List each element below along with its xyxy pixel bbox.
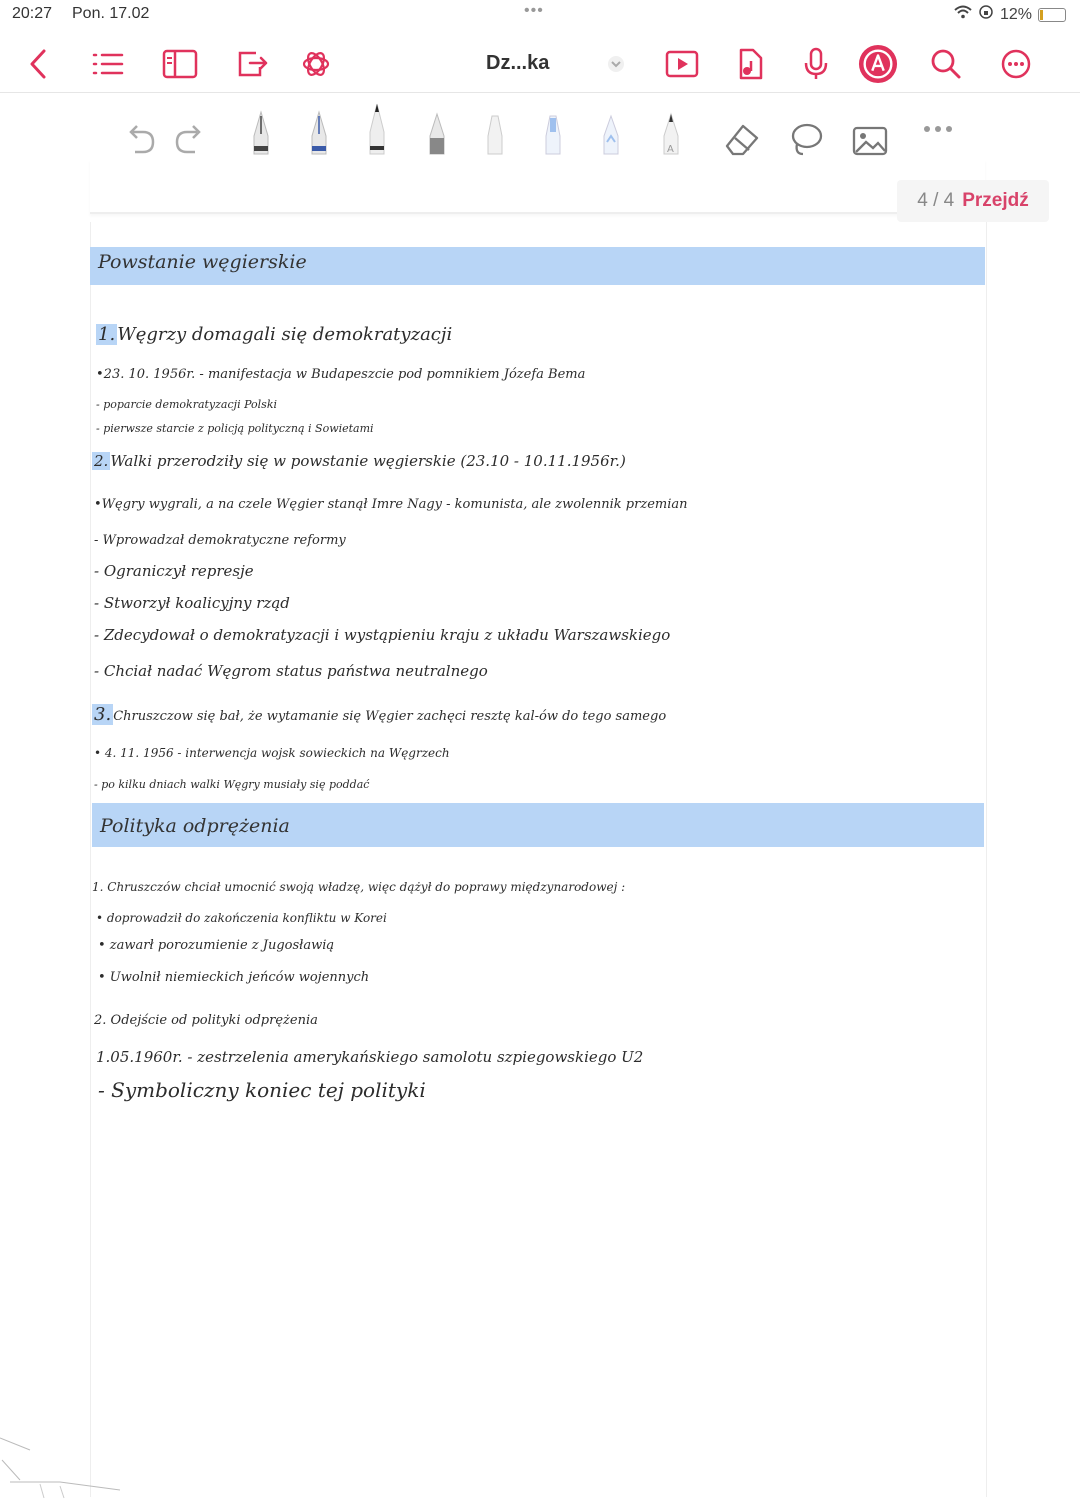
- eraser-icon[interactable]: [722, 100, 762, 158]
- note-text: Chruszczow się bał, że wytamanie się Węgier zachęci resztę kal-ów do tego samego: [113, 709, 667, 724]
- page-indicator[interactable]: [897, 180, 1049, 222]
- note-line: - po kilku dniach walki Węgry musiały się poddać: [94, 778, 370, 791]
- list-number: 3.: [94, 704, 112, 725]
- list-number: 1.: [98, 324, 116, 345]
- note-line: [96, 324, 452, 345]
- note-line: • 4. 11. 1956 - interwencja wojsk sowieckich na Węgrzech: [94, 746, 450, 760]
- status-bar: [0, 0, 1080, 30]
- previous-page-edge: [90, 160, 985, 214]
- redo-icon[interactable]: [170, 100, 210, 158]
- note-text: Walki przerodziły się w powstanie węgierskie (23.10 - 10.11.1956r.): [110, 452, 626, 470]
- pen-toolbar: [0, 100, 1080, 160]
- note-line: • zawarł porozumienie z Jugosławią: [98, 938, 335, 953]
- wifi-icon: [954, 5, 972, 24]
- undo-icon[interactable]: [120, 100, 160, 158]
- top-toolbar: [0, 36, 1080, 93]
- image-icon[interactable]: [850, 100, 890, 158]
- list-number: 2.: [94, 452, 109, 470]
- section-title: Polityka odprężenia: [100, 815, 290, 837]
- battery-icon: [1038, 8, 1066, 22]
- note-line: - Ograniczył represje: [94, 562, 254, 580]
- section-header-detente: [92, 803, 984, 847]
- note-line: - Stworzył koalicyjny rząd: [94, 594, 290, 612]
- status-date: Pon. 17.02: [72, 5, 150, 22]
- note-line: •Węgry wygrali, a na czele Węgier stanął Imre Nagy - komunista, ale zwolennik przemian: [94, 497, 688, 512]
- note-line: • doprowadził do zakończenia konfliktu w Korei: [96, 911, 387, 925]
- note-line: • Uwolnił niemieckich jeńców wojennych: [98, 970, 370, 985]
- section-title: Powstanie węgierskie: [98, 251, 307, 273]
- ballpoint-pen-icon[interactable]: [304, 100, 334, 158]
- sidebar-icon[interactable]: [160, 46, 200, 82]
- document-audio-icon[interactable]: [730, 46, 770, 82]
- document-title[interactable]: Dz...ka: [486, 52, 550, 74]
- microphone-icon[interactable]: [796, 46, 836, 82]
- note-line: - Zdecydował o demokratyzacji i wystąpieniu kraju z układu Warszawskiego: [94, 626, 671, 644]
- page-number: 4 / 4: [917, 190, 955, 211]
- more-dots-icon[interactable]: [918, 100, 958, 158]
- svg-text:A: A: [667, 144, 674, 155]
- marker-icon[interactable]: [596, 100, 626, 158]
- stray-pen-strokes: [0, 1420, 200, 1500]
- note-line: [92, 452, 626, 470]
- more-icon[interactable]: [996, 46, 1036, 82]
- note-line: •23. 10. 1956r. - manifestacja w Budapeszcie pod pomnikiem Józefa Bema: [96, 367, 586, 382]
- highlighter-blue-icon[interactable]: [538, 100, 568, 158]
- note-line: - pierwsze starcie z policją polityczną i Sowietami: [96, 422, 374, 435]
- fountain-pen-icon[interactable]: [246, 100, 276, 158]
- text-tool-icon[interactable]: [656, 100, 686, 158]
- note-line: - poparcie demokratyzacji Polski: [96, 398, 278, 411]
- battery-percent: 12%: [999, 5, 1032, 23]
- status-right: [954, 4, 1066, 25]
- orientation-lock-icon: [978, 4, 994, 25]
- multitasking-dots[interactable]: •••: [524, 2, 544, 19]
- note-line: [92, 704, 666, 725]
- search-icon[interactable]: [926, 46, 966, 82]
- pencil-mode-icon[interactable]: [858, 46, 898, 82]
- note-line: 1. Chruszczów chciał umocnić swoją władzę, więc dążył do poprawy międzynarodowej :: [92, 880, 626, 894]
- ai-icon[interactable]: [296, 46, 336, 82]
- list-icon[interactable]: [88, 46, 128, 82]
- export-icon[interactable]: [232, 46, 272, 82]
- section-header-uprising: [90, 247, 985, 285]
- note-line: - Chciał nadać Węgrom status państwa neutralnego: [94, 662, 488, 680]
- pencil-icon[interactable]: [422, 100, 452, 158]
- note-text: Węgrzy domagali się demokratyzacji: [117, 324, 453, 345]
- status-time: 20:27: [12, 5, 53, 22]
- note-page[interactable]: [90, 222, 987, 1497]
- note-line: 1.05.1960r. - zestrzelenia amerykańskiego samolotu szpiegowskiego U2: [96, 1048, 644, 1066]
- present-icon[interactable]: [662, 46, 702, 82]
- note-line: - Wprowadzał demokratyczne reformy: [94, 533, 346, 548]
- lasso-icon[interactable]: [786, 100, 826, 158]
- chevron-down-icon[interactable]: [596, 46, 636, 82]
- note-line: 2. Odejście od polityki odprężenia: [94, 1013, 318, 1028]
- highlighter-icon[interactable]: [480, 100, 510, 158]
- note-line: - Symboliczny koniec tej polityki: [98, 1078, 426, 1102]
- back-chevron-icon[interactable]: [18, 46, 58, 82]
- go-to-page-button[interactable]: Przejdź: [962, 190, 1029, 211]
- brush-pen-icon[interactable]: [362, 100, 392, 158]
